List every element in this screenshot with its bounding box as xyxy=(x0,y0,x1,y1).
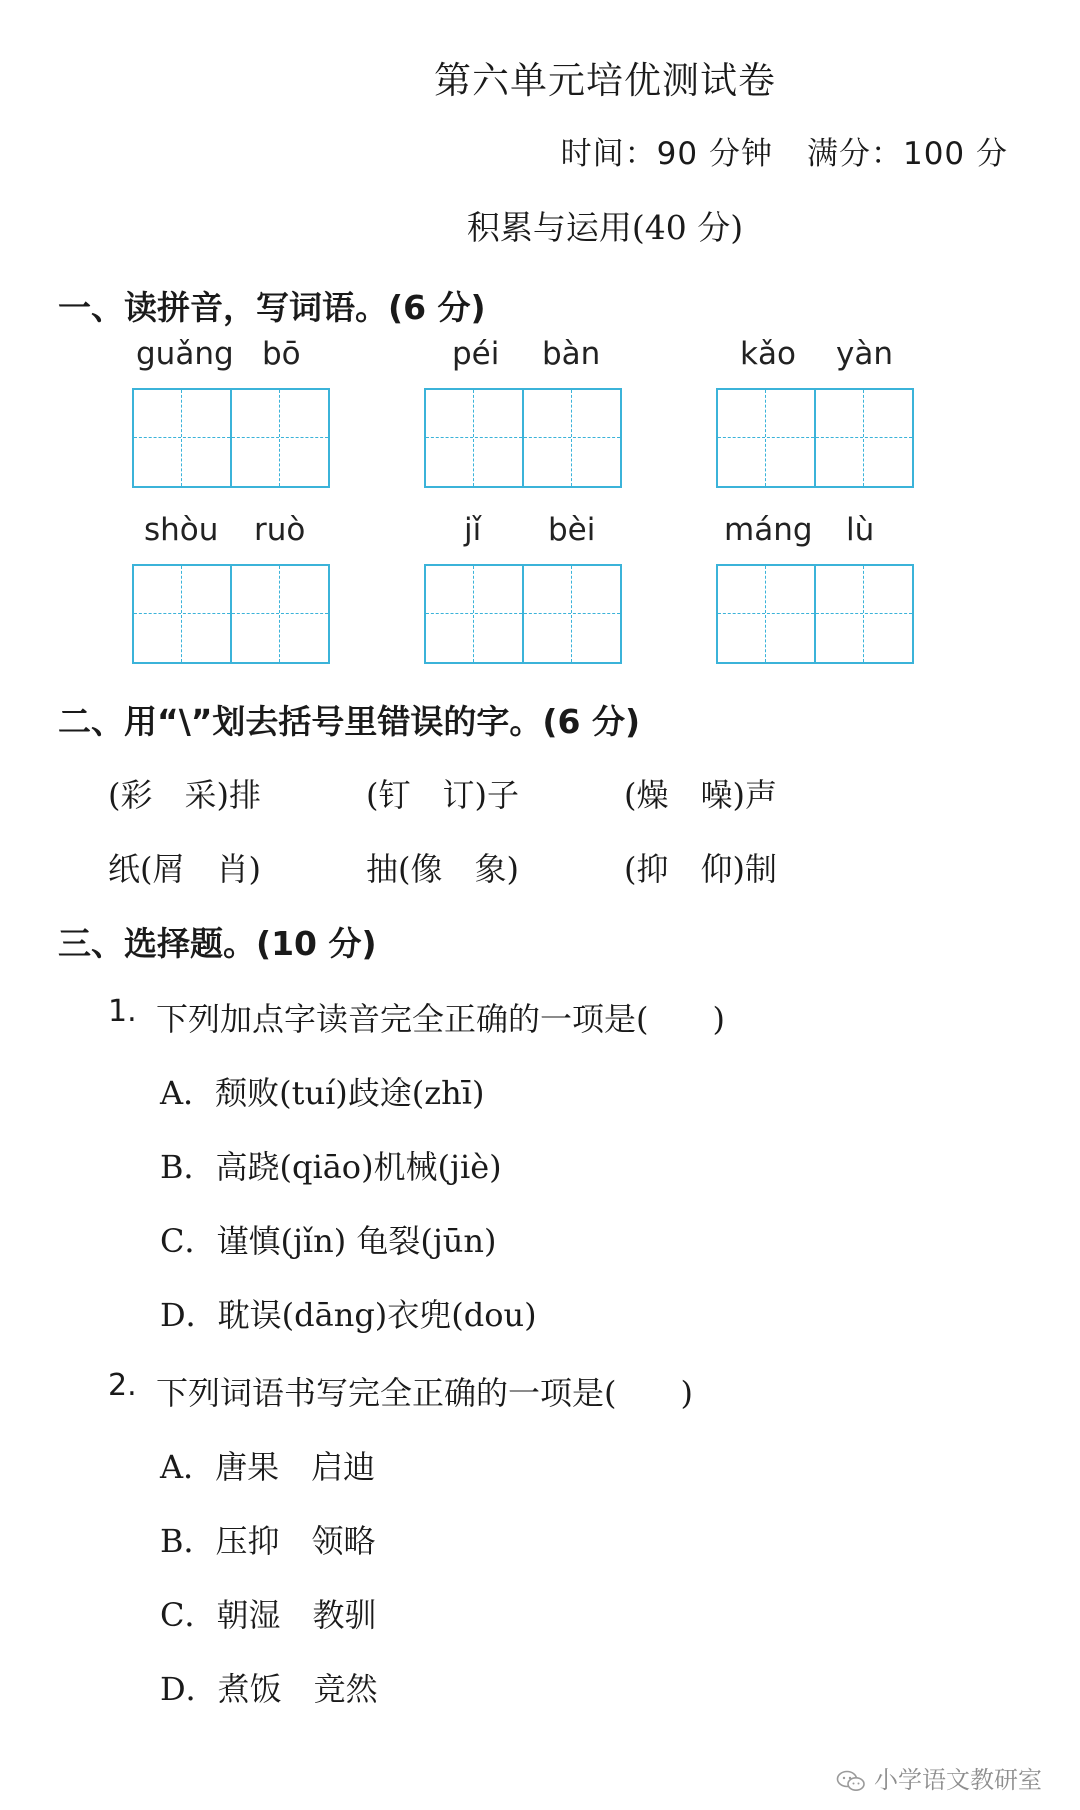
exam-meta xyxy=(561,128,1008,173)
question-number: 2. xyxy=(108,1368,137,1403)
question-text: 下列加点字读音完全正确的一项是( ) xyxy=(156,1000,725,1038)
choice-item[interactable]: (彩 采)排 xyxy=(108,776,261,814)
option-c[interactable]: C．谨慎(jǐn) 龟裂(jūn) xyxy=(160,1222,497,1260)
choice-item[interactable]: 纸(屑 肖) xyxy=(108,850,261,888)
option-b[interactable]: B．高跷(qiāo)机械(jiè) xyxy=(160,1148,502,1186)
pinyin-label: shòu xyxy=(144,512,219,548)
time-label: 时间：90 分钟 xyxy=(560,136,773,172)
choice-item[interactable]: (燥 噪)声 xyxy=(624,776,777,814)
pinyin-label: kǎo xyxy=(740,336,796,372)
pinyin-label: bō xyxy=(262,336,301,372)
writing-grid[interactable] xyxy=(132,388,330,488)
writing-grid[interactable] xyxy=(716,564,914,664)
watermark-text: 小学语文教研室 xyxy=(874,1766,1042,1794)
pinyin-label: guǎng xyxy=(136,336,234,372)
pinyin-label: jǐ xyxy=(464,512,482,548)
section-1-heading: 一、读拼音，写词语。(6 分) xyxy=(58,288,486,327)
section-2-heading: 二、用“\”划去括号里错误的字。(6 分) xyxy=(58,702,641,741)
question-text: 下列词语书写完全正确的一项是( ) xyxy=(156,1374,693,1412)
option-a[interactable]: A．颓败(tuí)歧途(zhī) xyxy=(160,1074,485,1112)
page-title: 第六单元培优测试卷 xyxy=(434,59,776,102)
pinyin-label: bèi xyxy=(548,512,596,548)
question-number: 1. xyxy=(108,994,137,1029)
choice-item[interactable]: (抑 仰)制 xyxy=(624,850,777,888)
writing-grid[interactable] xyxy=(424,388,622,488)
choice-item[interactable]: (钉 订)子 xyxy=(366,776,519,814)
choice-item[interactable]: 抽(像 象) xyxy=(366,850,519,888)
pinyin-label: péi xyxy=(452,336,500,372)
pinyin-label: bàn xyxy=(542,336,601,372)
watermark xyxy=(836,1760,1042,1795)
part-title: 积累与运用(40 分) xyxy=(466,208,744,247)
option-a[interactable]: A．唐果 启迪 xyxy=(160,1448,376,1486)
writing-grid[interactable] xyxy=(716,388,914,488)
score-label: 满分：100 分 xyxy=(806,136,1008,172)
writing-grid[interactable] xyxy=(132,564,330,664)
pinyin-label: máng xyxy=(724,512,813,548)
pinyin-label: yàn xyxy=(836,336,893,372)
section-3-heading: 三、选择题。(10 分) xyxy=(58,924,377,963)
option-b[interactable]: B．压抑 领略 xyxy=(160,1522,376,1560)
wechat-icon xyxy=(836,1770,866,1792)
pinyin-label: ruò xyxy=(254,512,306,548)
writing-grid[interactable] xyxy=(424,564,622,664)
option-c[interactable]: C．朝湿 教驯 xyxy=(160,1596,377,1634)
option-d[interactable]: D．耽误(dāng)衣兜(dou) xyxy=(160,1296,537,1334)
pinyin-label: lù xyxy=(846,512,875,548)
option-d[interactable]: D．煮饭 竞然 xyxy=(160,1670,378,1708)
